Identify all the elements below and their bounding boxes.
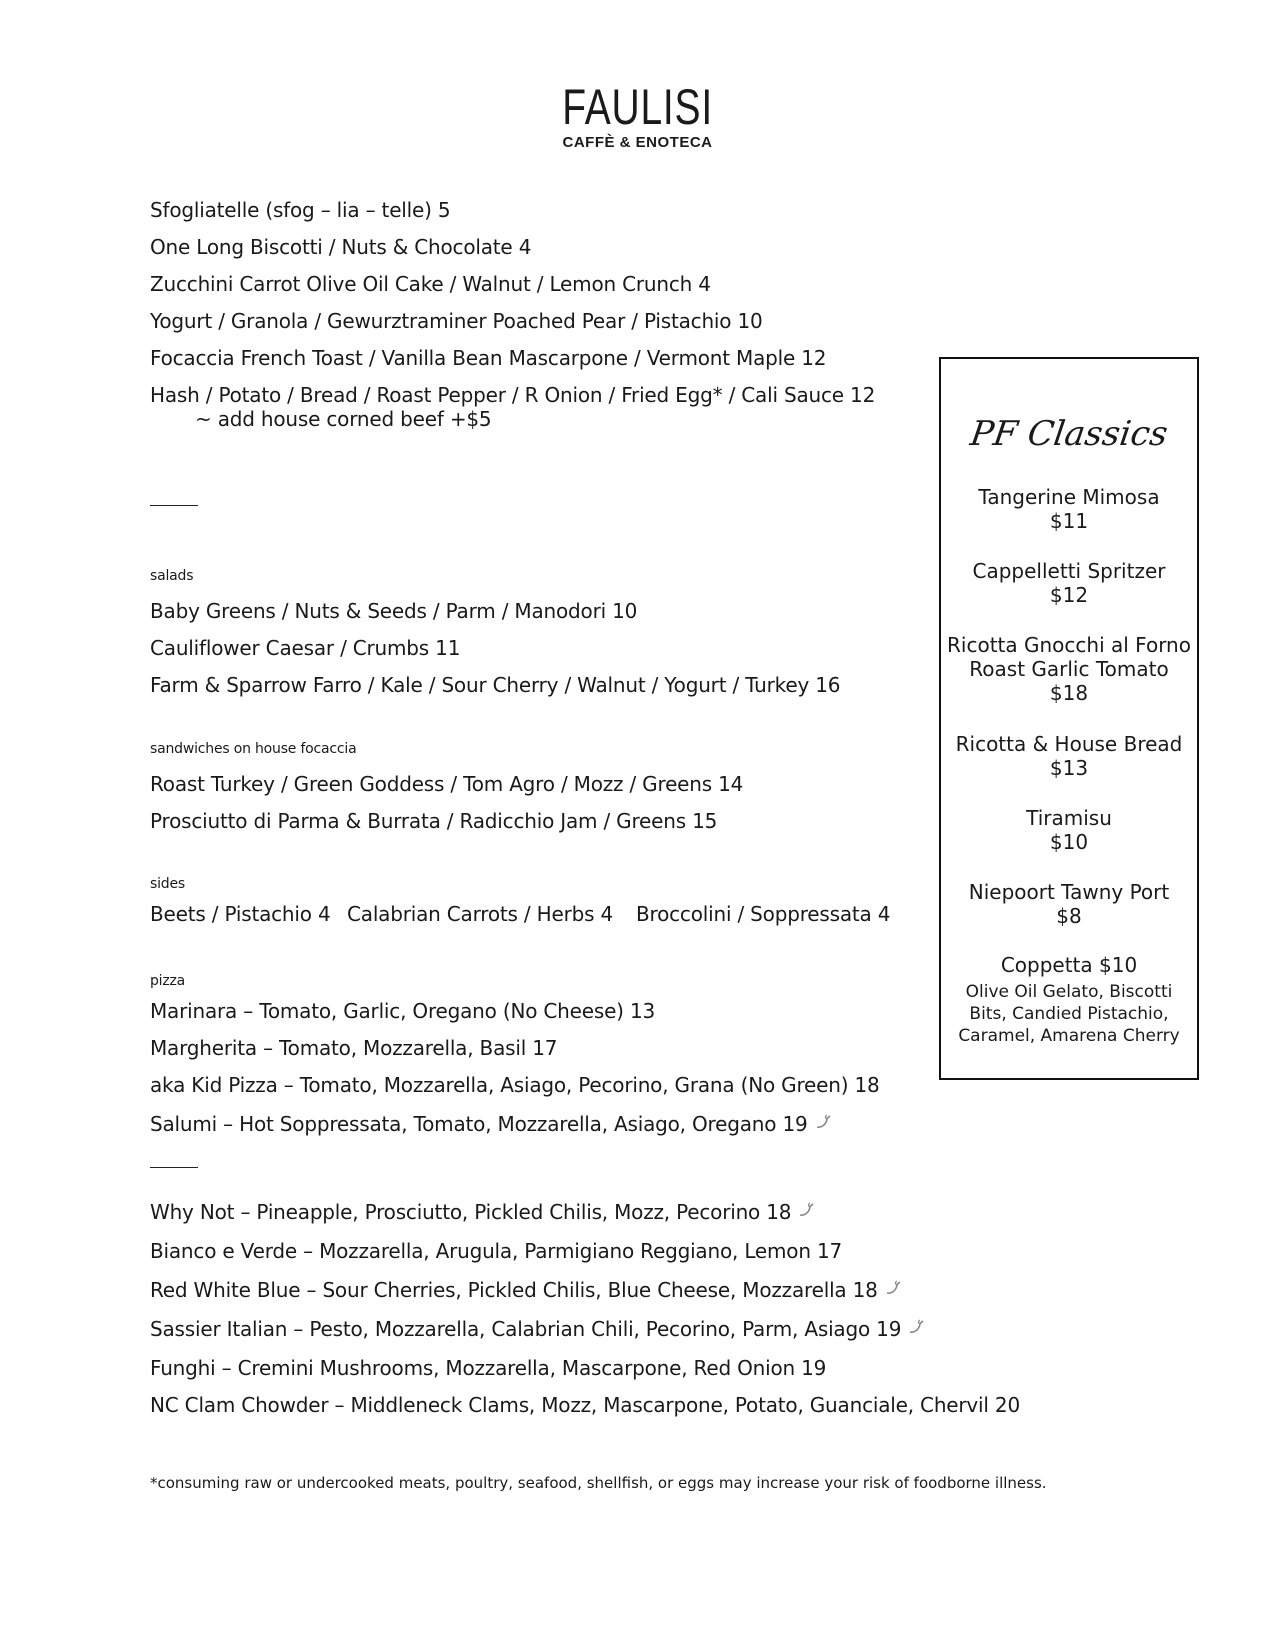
menu-item: Marinara – Tomato, Garlic, Oregano (No Cheese) 13 [150,999,655,1023]
section-heading: sides [150,876,185,892]
classics-item-price: $12 [1049,583,1089,607]
classics-item-name: Coppetta $10 [1000,953,1138,977]
classics-item-desc: Caramel, Amarena Cherry [958,1026,1180,1046]
classics-item-name: Niepoort Tawny Port [968,880,1170,904]
menu-item [150,1112,832,1136]
classics-item-name: Ricotta & House Bread [955,732,1183,756]
menu-item: Margherita – Tomato, Mozzarella, Basil 17 [150,1036,558,1060]
classics-item-desc: Bits, Candied Pistachio, [969,1004,1169,1024]
logo-wordmark: FAULISI [562,79,713,135]
menu-item-text: Why Not – Pineapple, Prosciutto, Pickled Chilis, Mozz, Pecorino 18 [150,1200,792,1224]
classics-title: PF Classics [967,414,1171,454]
classics-item-name: Tiramisu [1026,806,1112,830]
classics-item-price: $18 [1049,681,1089,705]
menu-item: One Long Biscotti / Nuts & Chocolate 4 [150,235,532,259]
menu-item: Farm & Sparrow Farro / Kale / Sour Cherry / Walnut / Yogurt / Turkey 16 [150,673,841,697]
chili-pepper-icon [905,1318,925,1338]
section-heading: sandwiches on house focaccia [150,741,357,757]
chili-pepper-icon [795,1201,815,1221]
classics-item [941,732,1197,780]
menu-item-addon: ~ add house corned beef +$5 [195,407,492,431]
classics-item-desc: Olive Oil Gelato, Biscotti [965,982,1173,1002]
menu-item: NC Clam Chowder – Middleneck Clams, Mozz, Mascarpone, Potato, Guanciale, Chervil 20 [150,1393,1020,1417]
menu-item: Prosciutto di Parma & Burrata / Radicchio Jam / Greens 15 [150,809,718,833]
menu-item: Hash / Potato / Bread / Roast Pepper / R Onion / Fried Egg* / Cali Sauce 12 [150,383,876,407]
menu-item-text: Sassier Italian – Pesto, Mozzarella, Calabrian Chili, Pecorino, Parm, Asiago 19 [150,1317,902,1341]
classics-item [941,880,1197,928]
classics-box [939,357,1199,1080]
classics-item [941,806,1197,854]
classics-item-price: $11 [1049,509,1089,533]
menu-item: Zucchini Carrot Olive Oil Cake / Walnut / Lemon Crunch 4 [150,272,711,296]
classics-item-price: $8 [1056,904,1082,928]
section-heading: salads [150,568,194,584]
side-item: Beets / Pistachio 4 [150,902,331,926]
classics-item [941,485,1197,533]
menu-item: Yogurt / Granola / Gewurztraminer Poached Pear / Pistachio 10 [150,309,763,333]
menu-item-text: Salumi – Hot Soppressata, Tomato, Mozzarella, Asiago, Oregano 19 [150,1112,808,1136]
chili-pepper-icon [812,1113,832,1133]
classics-item-subname: Roast Garlic Tomato [969,657,1169,681]
section-heading: pizza [150,973,186,989]
classics-item [941,953,1197,1047]
menu-item: Baby Greens / Nuts & Seeds / Parm / Manodori 10 [150,599,638,623]
classics-item-name: Cappelletti Spritzer [972,559,1166,583]
classics-item-price: $13 [1049,756,1089,780]
logo [0,79,1275,151]
menu-item [150,1278,902,1302]
classics-item [941,559,1197,607]
section-divider [150,505,198,506]
menu-item [150,1200,815,1224]
section-divider [150,1167,198,1168]
classics-item-name: Ricotta Gnocchi al Forno [947,633,1191,657]
logo-subtitle: CAFFÈ & ENOTECA [562,134,713,151]
menu-item: Sfogliatelle (sfog – lia – telle) 5 [150,198,451,222]
side-item: Broccolini / Soppressata 4 [636,902,891,926]
menu-item: Bianco e Verde – Mozzarella, Arugula, Parmigiano Reggiano, Lemon 17 [150,1239,843,1263]
menu-item: Cauliflower Caesar / Crumbs 11 [150,636,461,660]
classics-item-name: Tangerine Mimosa [978,485,1160,509]
menu-item: Funghi – Cremini Mushrooms, Mozzarella, Mascarpone, Red Onion 19 [150,1356,827,1380]
side-item: Calabrian Carrots / Herbs 4 [347,902,613,926]
menu-item: Focaccia French Toast / Vanilla Bean Mascarpone / Vermont Maple 12 [150,346,827,370]
menu-item: aka Kid Pizza – Tomato, Mozzarella, Asiago, Pecorino, Grana (No Green) 18 [150,1073,880,1097]
menu-item [150,1317,925,1341]
classics-item [941,633,1197,705]
menu-item-text: Red White Blue – Sour Cherries, Pickled Chilis, Blue Cheese, Mozzarella 18 [150,1278,878,1302]
chili-pepper-icon [882,1279,902,1299]
classics-item-price: $10 [1049,830,1089,854]
menu-item: Roast Turkey / Green Goddess / Tom Agro / Mozz / Greens 14 [150,772,744,796]
footnote: *consuming raw or undercooked meats, poultry, seafood, shellfish, or eggs may increase your risk of foodborne illness. [150,1474,1047,1492]
